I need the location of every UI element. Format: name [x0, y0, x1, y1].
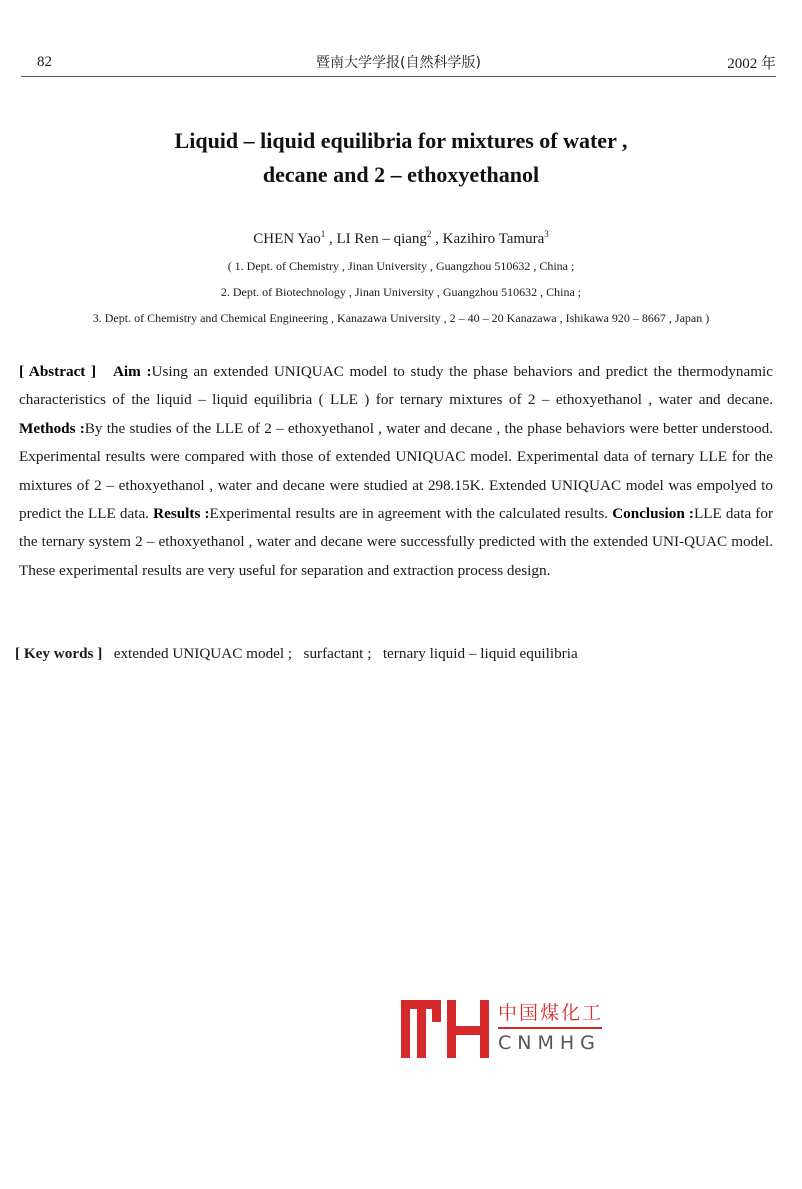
title-line-2: decane and 2 – ethoxyethanol	[262, 162, 540, 187]
results-label: Results :	[153, 505, 210, 523]
conclusion-text: LLE data for the ternary system 2 – ethoxyethanol , water and decane were successfully predicted with the extended UNI-QUAC model. These experimental results are very useful for separation and extraction process design.	[19, 505, 774, 579]
author-name: CHEN Yao	[253, 231, 321, 247]
methods-text: By the studies of the LLE of 2 – ethoxyethanol , water and decane , the phase behaviors were better understood. Experimental results were compared with those of extended UNIQUAC model. Experimental data of ternary LLE for the mixtures of 2 – ethoxyethanol , water and decane were studied at 298.15K. Extended UNIQUAC model was empolyed to predict the LLE data.	[19, 419, 774, 523]
title-line-1: Liquid – liquid equilibria for mixtures of water ,	[174, 128, 628, 153]
logo-divider	[498, 1027, 602, 1029]
aim-label: Aim :	[112, 363, 152, 380]
author-affil-mark: 2	[426, 229, 432, 239]
keyword-item: surfactant ;	[303, 645, 372, 662]
author-separator: ,	[431, 231, 443, 247]
methods-label: Methods :	[19, 419, 85, 437]
author-list	[0, 229, 802, 248]
abstract-label: [ Abstract ]	[19, 363, 97, 380]
keywords	[15, 640, 782, 668]
keyword-item: extended UNIQUAC model ;	[113, 645, 293, 662]
keywords-label: [ Key words ]	[15, 645, 103, 662]
page-number: 82	[37, 54, 52, 70]
conclusion-label: Conclusion :	[612, 505, 694, 523]
logo-chinese-text: 中国煤化工	[498, 1002, 604, 1024]
running-header	[21, 50, 776, 77]
results-text: Experimental results are in agreement with the calculated results.	[209, 505, 609, 523]
journal-name: 暨南大学学报(自然科学版)	[316, 55, 481, 71]
cnmhg-mark-icon	[401, 1000, 493, 1058]
aim-text: Using an extended UNIQUAC model to study the phase behaviors and predict the thermodynamic characteristics of the liquid – liquid equilibria ( LLE ) for ternary mixtures of 2 – ethoxyethanol , water and decane.	[19, 363, 774, 409]
author-affil-mark: 3	[544, 229, 549, 239]
affiliation-line: 3. Dept. of Chemistry and Chemical Engineering , Kanazawa University , 2 – 40 – 20 Kanazawa , Ishikawa 920 – 8667 , Japan )	[92, 311, 710, 325]
author-name: LI Ren – qiang	[336, 231, 427, 247]
watermark-logo	[401, 1000, 606, 1058]
publication-year: 2002 年	[727, 56, 776, 72]
author-separator: ,	[325, 231, 337, 247]
author-name: Kazihiro Tamura	[442, 231, 545, 247]
keyword-item: ternary liquid – liquid equilibria	[382, 645, 578, 662]
author-affil-mark: 1	[320, 229, 326, 239]
paper-title	[0, 124, 802, 192]
logo-english-text: CNMHG	[498, 1032, 601, 1054]
abstract	[19, 358, 773, 585]
affiliation-line: ( 1. Dept. of Chemistry , Jinan University , Guangzhou 510632 , China ;	[227, 259, 575, 273]
affiliation-line: 2. Dept. of Biotechnology , Jinan University , Guangzhou 510632 , China ;	[220, 285, 582, 299]
